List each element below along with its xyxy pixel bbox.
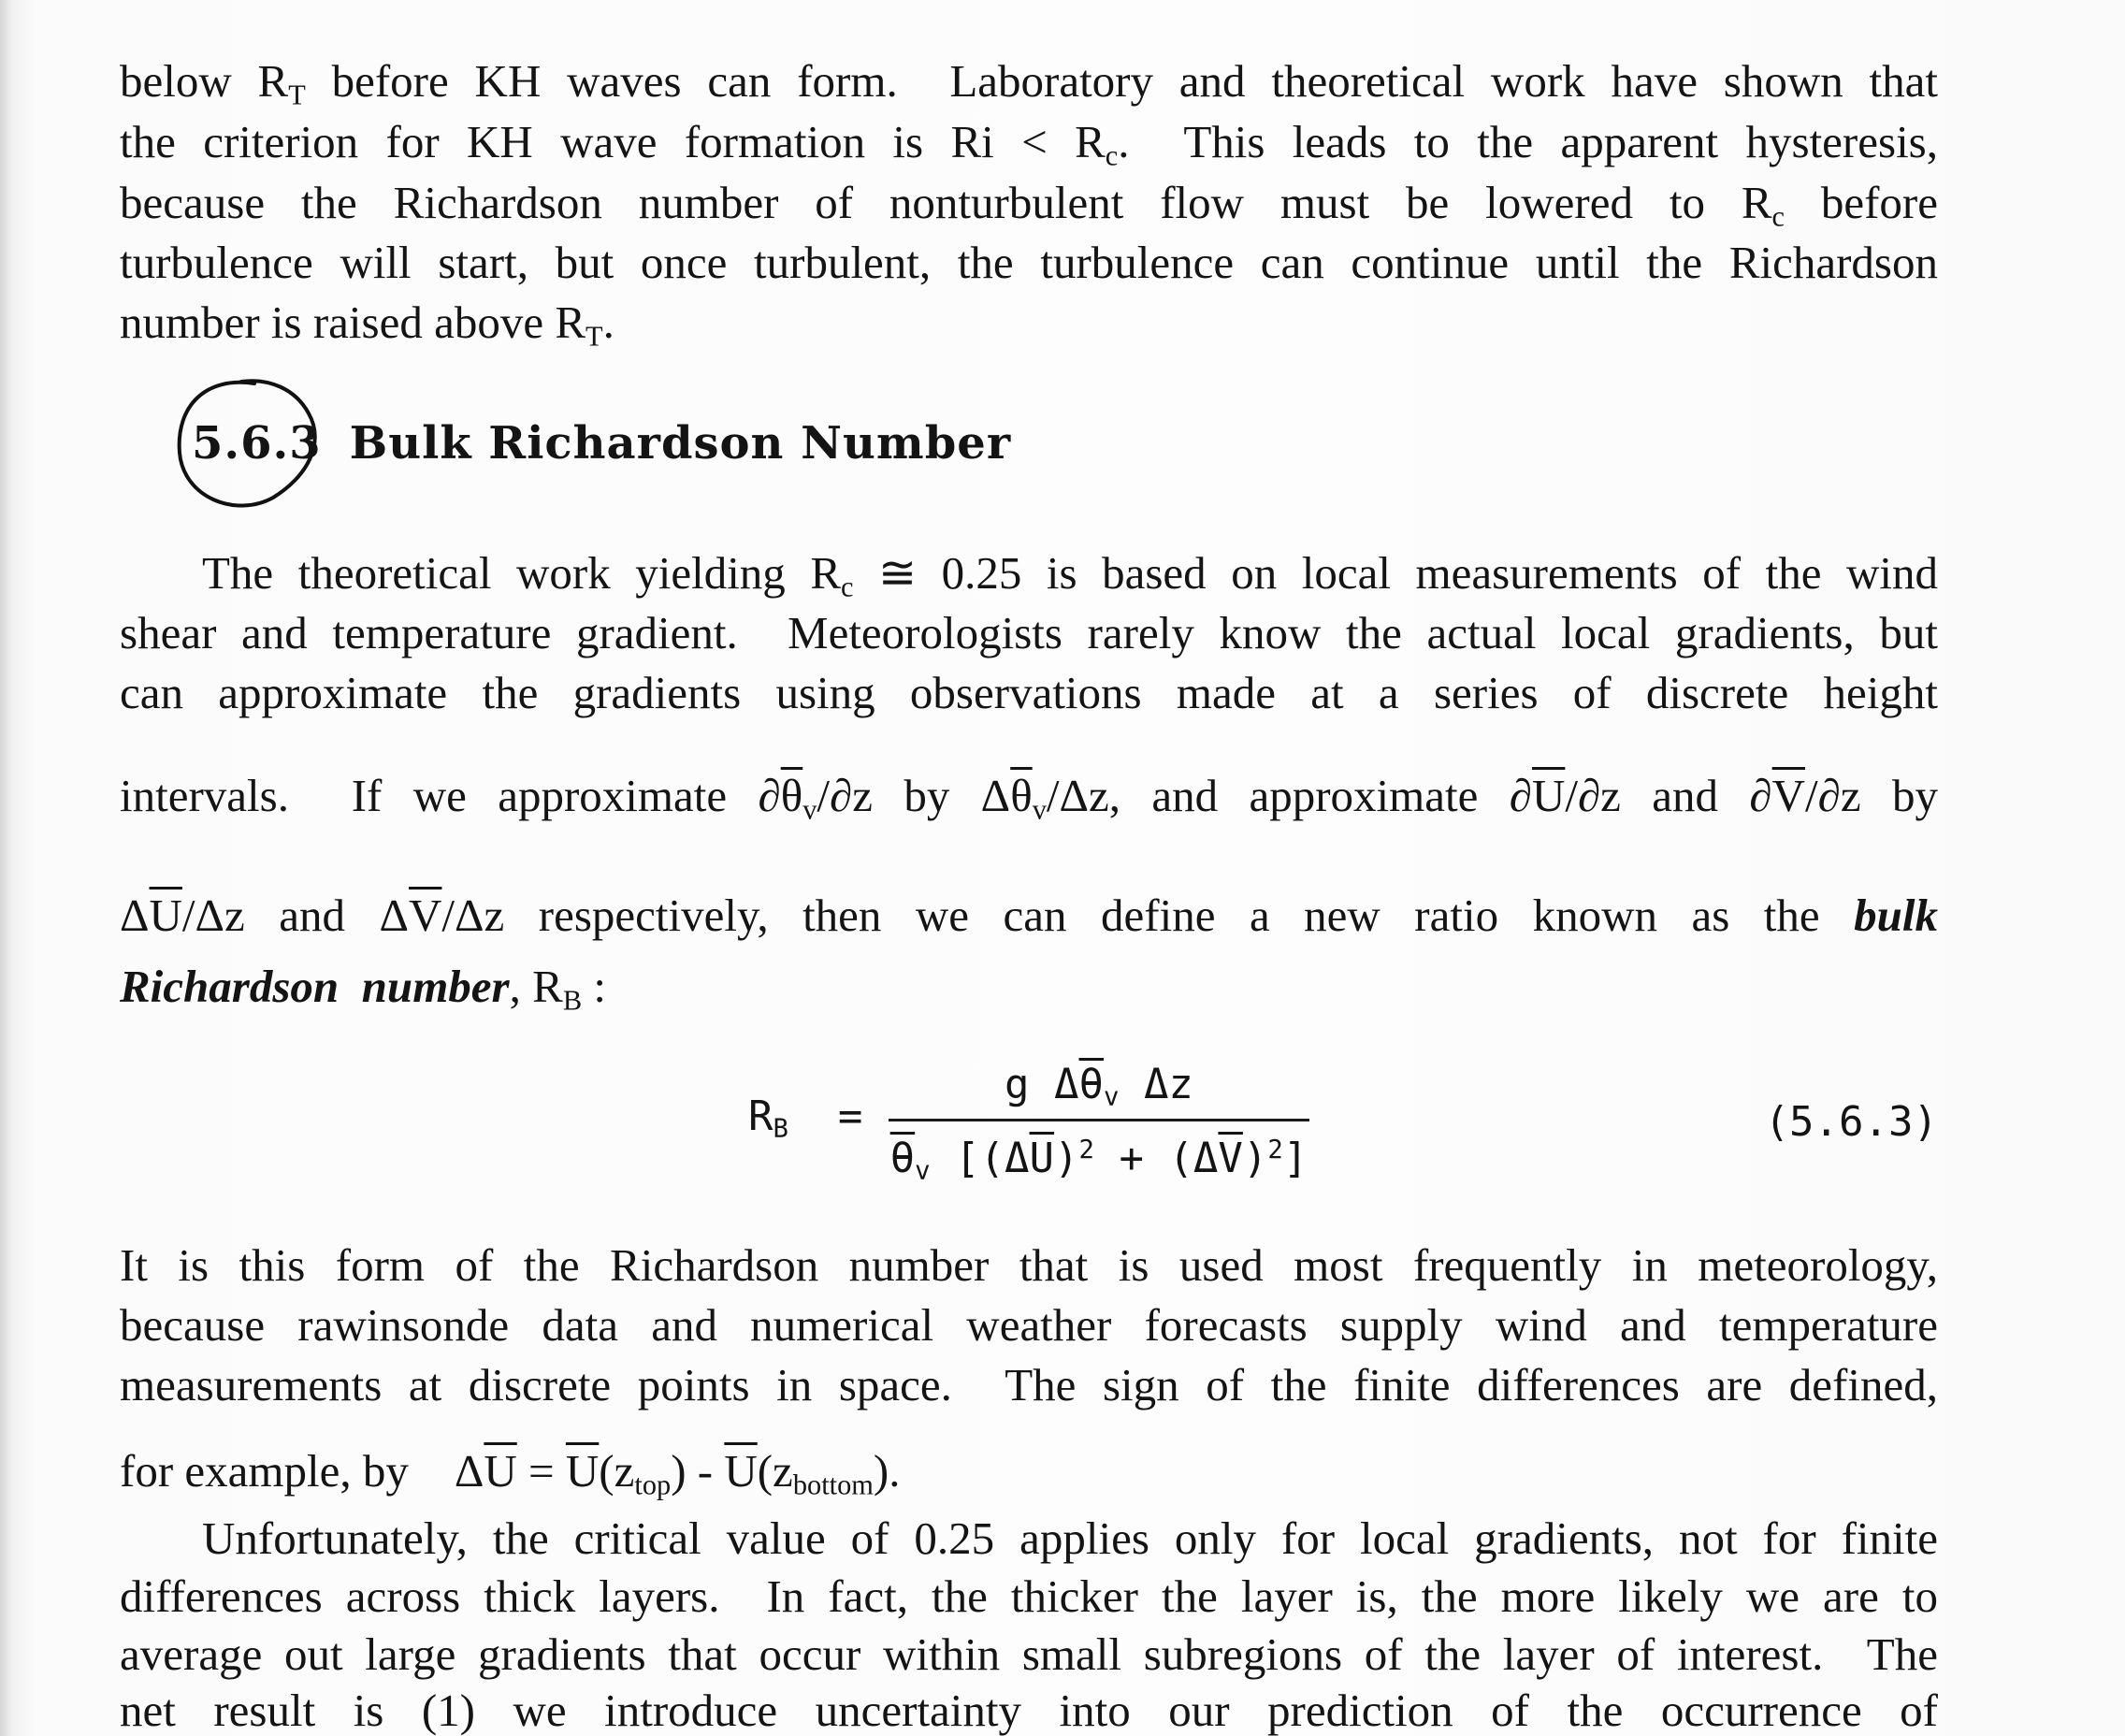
equation-number: (5.6.3) bbox=[1764, 1098, 1938, 1146]
text-line: Unfortunately, the critical value of 0.25 applies only for local gradients, not for finite bbox=[202, 1512, 1938, 1564]
text-line: net result is (1) we introduce uncertainty into our prediction of the occurrence of bbox=[120, 1685, 1938, 1736]
equation-fraction bbox=[889, 1057, 1309, 1187]
section-number: 5.6.3 bbox=[192, 417, 322, 470]
text-line: because the Richardson number of nonturbulent flow must be lowered to $R_c$ before bbox=[120, 177, 1938, 233]
text-line: can approximate the gradients using observations made at a series of discrete height bbox=[120, 667, 1938, 718]
section-heading bbox=[192, 417, 1011, 470]
text-line: average out large gradients that occur within small subregions of the layer of interest. The bbox=[120, 1628, 1938, 1680]
text-line: shear and temperature gradient. Meteorologists rarely know the actual local gradients, but bbox=[120, 607, 1938, 658]
text-line: below $R_T$ before KH waves can form. Laboratory and theoretical work have shown that bbox=[120, 55, 1938, 111]
text-line: the criterion for KH wave formation is $Ri < R_c$. This leads to the apparent hysteresis, bbox=[120, 116, 1939, 172]
text-line: measurements at discrete points in space. The sign of the finite differences are defined, bbox=[120, 1359, 1938, 1410]
equation-lhs: $R_B$ = bbox=[748, 1092, 863, 1144]
text-line: turbulence will start, but once turbulent, the turbulence can continue until the Richardson bbox=[120, 237, 1938, 288]
text-line: for example, by $\Delta\overline{U} = \overline{U}(z_{top}) - \overline{U}(z_{bottom})$. bbox=[120, 1445, 901, 1501]
equation-numerator: g $\Delta\overline{\theta}_v$ Δz bbox=[1005, 1061, 1193, 1112]
text-line: because rawinsonde data and numerical weather forecasts supply wind and temperature bbox=[120, 1299, 1938, 1351]
text-line: It is this form of the Richardson number that is used most frequently in meteorology, bbox=[120, 1239, 1938, 1291]
text-line: intervals. If we approximate $\partial\overline{\theta}_v/\partial z$ by $\Delta\overline{\theta}_v/\Delta z$, and approximate $\partial\overline{U}/\partial z$ and $\partial\overline{V}/\partial z$ by bbox=[120, 770, 1938, 826]
text-line: The theoretical work yielding $R_c$ ≅ 0.25 is based on local measurements of the wind bbox=[202, 547, 1938, 603]
equation-denominator: $\overline{\theta}_v$ $[(\Delta\overline{U})^2 + (\Delta\overline{V})^2]$ bbox=[889, 1135, 1308, 1186]
text-line: differences across thick layers. In fact, the thicker the layer is, the more likely we are to bbox=[120, 1570, 1938, 1622]
text-line: Richardson number, $R_B$ : bbox=[120, 961, 606, 1017]
fraction-bar bbox=[889, 1119, 1309, 1121]
text-line: $\Delta\overline{U}/\Delta z$ and $\Delta\overline{V}/\Delta z$ respectively, then we can define a new ratio known as the bulk bbox=[120, 890, 1939, 941]
section-title: Bulk Richardson Number bbox=[349, 417, 1012, 470]
text-line: number is raised above $R_T$. bbox=[120, 297, 614, 353]
